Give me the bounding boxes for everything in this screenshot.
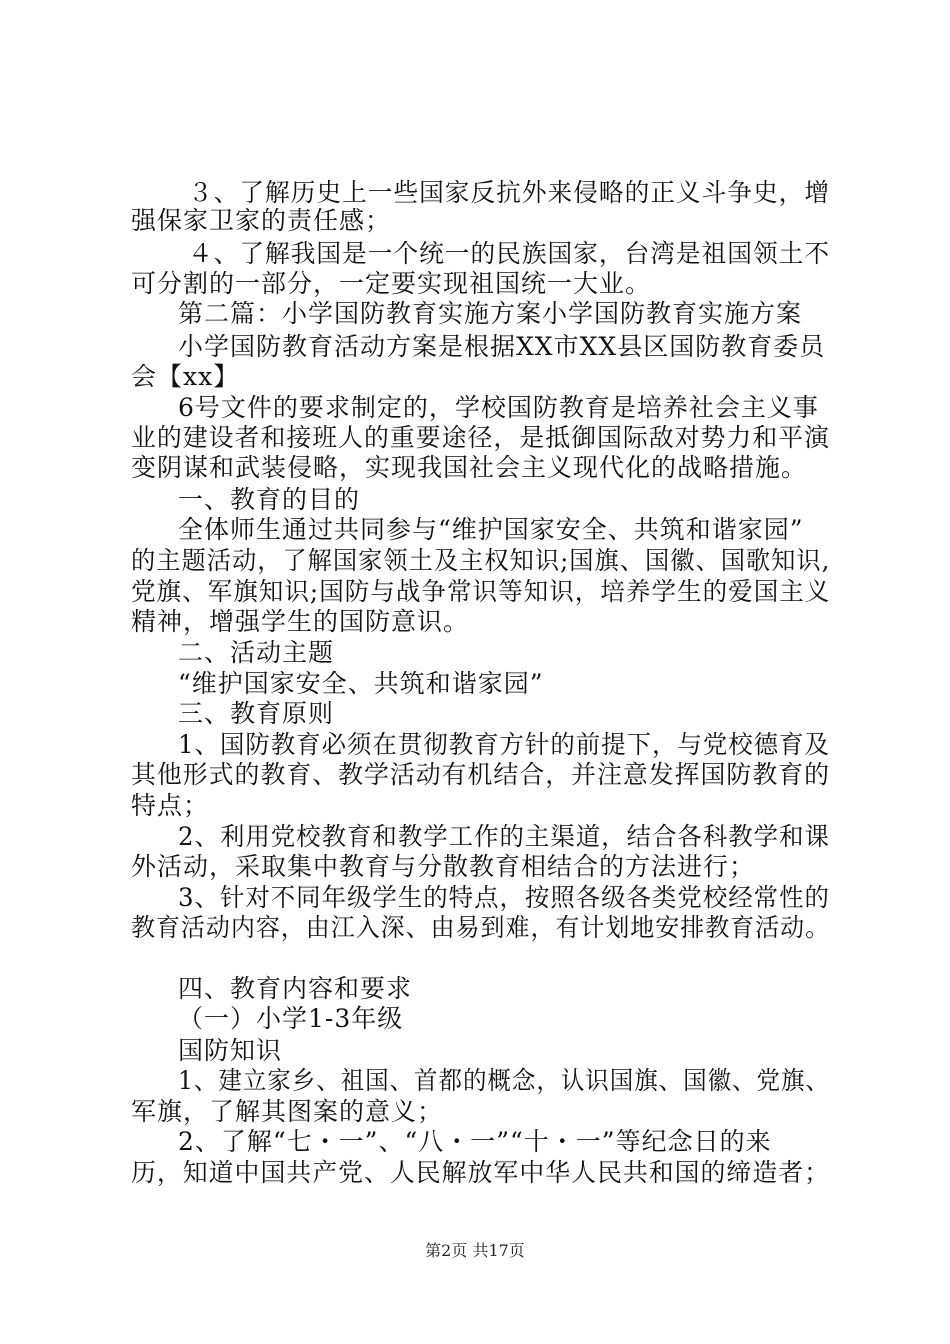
text-line: 会【xx】 [131,362,240,391]
text-line: 业的建设者和接班人的重要途径，是抵御国际敌对势力和平演 [131,423,830,452]
section-heading: 三、教育原则 [178,699,335,728]
text-line: 6号文件的要求制定的，学校国防教育是培养社会主义事 [178,393,819,422]
text-line: 全体师生通过共同参与“维护国家安全、共筑和谐家园” [178,515,804,544]
text-line: 3、针对不同年级学生的特点，按照各级各类党校经常性的 [178,883,830,912]
text-line: 2、利用党校教育和教学工作的主渠道，结合各科教学和课 [178,822,830,851]
text-line: 其他形式的教育、教学活动有机结合，并注意发挥国防教育的 [131,760,830,789]
text-line: 强保家卫家的责任感； [131,206,392,235]
text-line: 小学国防教育活动方案是根据XX市XX县区国防教育委员 [178,332,826,361]
text-line: 变阴谋和武装侵略，实现我国社会主义现代化的战略措施。 [131,453,808,482]
text-line: “维护国家安全、共筑和谐家园” [178,669,544,698]
section-heading: 一、教育的目的 [178,485,361,514]
text-line: 教育活动内容，由江入深、由易到难，有计划地安排教育活动。 [131,913,831,942]
text-line: 国防知识 [178,1036,283,1065]
text-line: 历，知道中国共产党、人民解放军中华人民共和国的缔造者； [131,1158,830,1187]
text-line: 精神，增强学生的国防意识。 [131,607,470,636]
text-line: 可分割的一部分，一定要实现祖国统一大业。 [131,269,652,298]
text-line: 的主题活动，了解国家领土及主权知识;国旗、国徽、国歌知识, [131,546,831,575]
text-line: 外活动，采取集中教育与分散教育相结合的方法进行； [131,852,756,881]
text-line: 1、建立家乡、祖国、首都的概念，认识国旗、国徽、党旗、 [178,1066,830,1095]
text-line: 2、了解“七・一”、“八・一”“十・一”等纪念日的来 [178,1127,772,1156]
text-line: 特点； [131,791,210,820]
section-heading: 四、教育内容和要求 [178,974,413,1003]
text-line: （一）小学1-3年级 [178,1004,404,1033]
page-footer: 第2页 共17页 [425,1241,525,1260]
section-heading: 二、活动主题 [178,638,335,667]
text-line: ３、了解历史上一些国家反抗外来侵略的正义斗争史，增 [188,178,831,207]
text-line: 党旗、军旗知识;国防与战争常识等知识，培养学生的爱国主义 [131,577,831,606]
text-line: ４、了解我国是一个统一的民族国家，台湾是祖国领土不 [188,239,831,268]
text-line: 1、国防教育必须在贯彻教育方针的前提下，与党校德育及 [178,730,830,759]
section-heading: 第二篇：小学国防教育实施方案小学国防教育实施方案 [178,299,803,328]
text-line: 军旗，了解其图案的意义； [131,1097,444,1126]
